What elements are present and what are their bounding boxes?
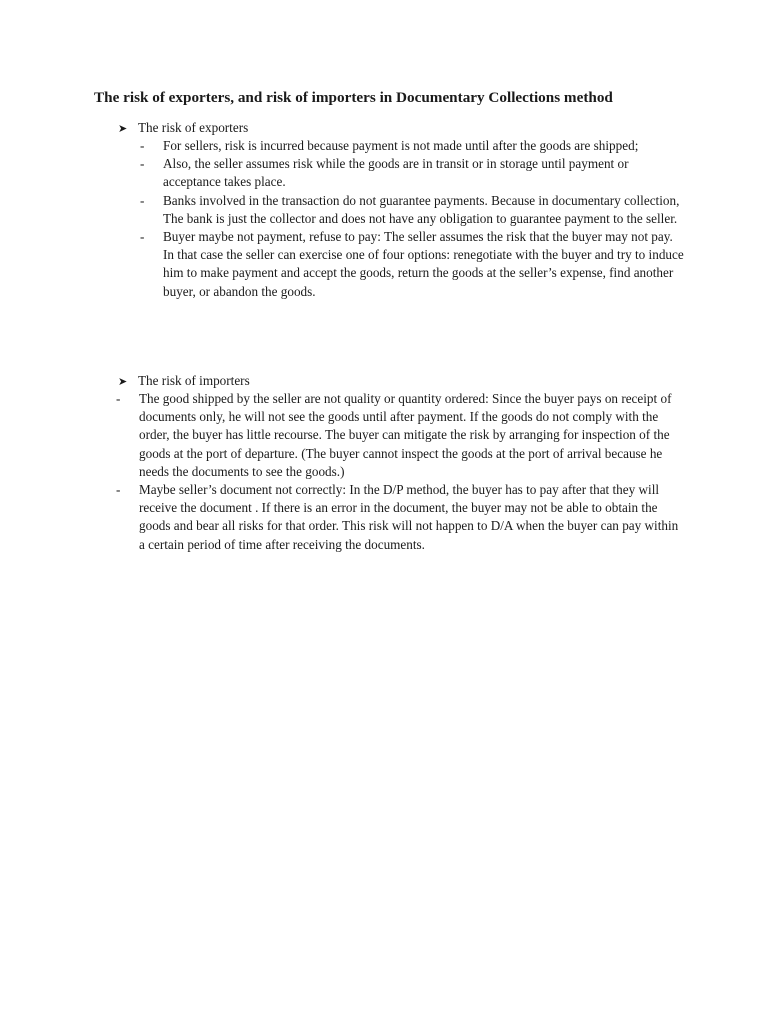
importers-heading-text: The risk of importers <box>138 373 250 388</box>
arrowhead-bullet-icon: ➤ <box>118 122 128 135</box>
list-marker: - <box>140 229 145 245</box>
list-marker: - <box>140 138 145 153</box>
list-marker: - <box>140 192 145 208</box>
list-marker: - <box>116 482 121 498</box>
document-title: The risk of exporters, and risk of importers in Documentary Collections method <box>94 89 613 106</box>
list-marker: - <box>140 156 145 172</box>
list-item <box>116 481 685 554</box>
list-marker: - <box>116 391 121 406</box>
list-item <box>140 228 685 301</box>
list-item <box>140 192 685 228</box>
importers-risk-list <box>116 390 685 554</box>
list-item-text: For sellers, risk is incurred because payment is not made until after the goods are shipped; <box>163 138 639 153</box>
exporters-risk-list <box>140 137 685 301</box>
arrowhead-bullet-icon: ➤ <box>118 375 128 388</box>
list-item <box>140 137 685 155</box>
list-item-text: Also, the seller assumes risk while the goods are in transit or in storage until payment or acceptance takes place. <box>163 156 629 190</box>
list-item <box>140 155 685 191</box>
list-item-text: Buyer maybe not payment, refuse to pay: The seller assumes the risk that the buyer may not pay. In that case the seller can exercise one of four options: renegotiate with the buyer and try to induce him to make payment and accept the goods, return the goods at the seller’s expense, find another buyer, or abandon the goods. <box>163 229 684 299</box>
list-item-text: Maybe seller’s document not correctly: In the D/P method, the buyer has to pay after that they will receive the document . If there is an error in the document, the buyer may not be able to obtain the goods and bear all risks for that order. This risk will not happen to D/A when the buyer can pay within a certain period of time after receiving the documents. <box>139 482 679 552</box>
list-item-text: Banks involved in the transaction do not guarantee payments. Because in documentary collection, The bank is just the collector and does not have any obligation to guarantee payment to the seller. <box>163 192 680 226</box>
list-item <box>116 390 685 481</box>
exporters-heading <box>118 119 248 138</box>
exporters-heading-text: The risk of exporters <box>138 120 249 135</box>
list-item-text: The good shipped by the seller are not quality or quantity ordered: Since the buyer pays on receipt of documents only, he will not see the goods until after payment. If the goods do not comply with the order, the buyer has little recourse. The buyer can mitigate the risk by arranging for inspection of the goods at the port of departure. (The buyer cannot inspect the goods at the port of arrival because he needs the documents to see the goods.) <box>139 391 672 479</box>
importers-heading <box>118 372 250 391</box>
